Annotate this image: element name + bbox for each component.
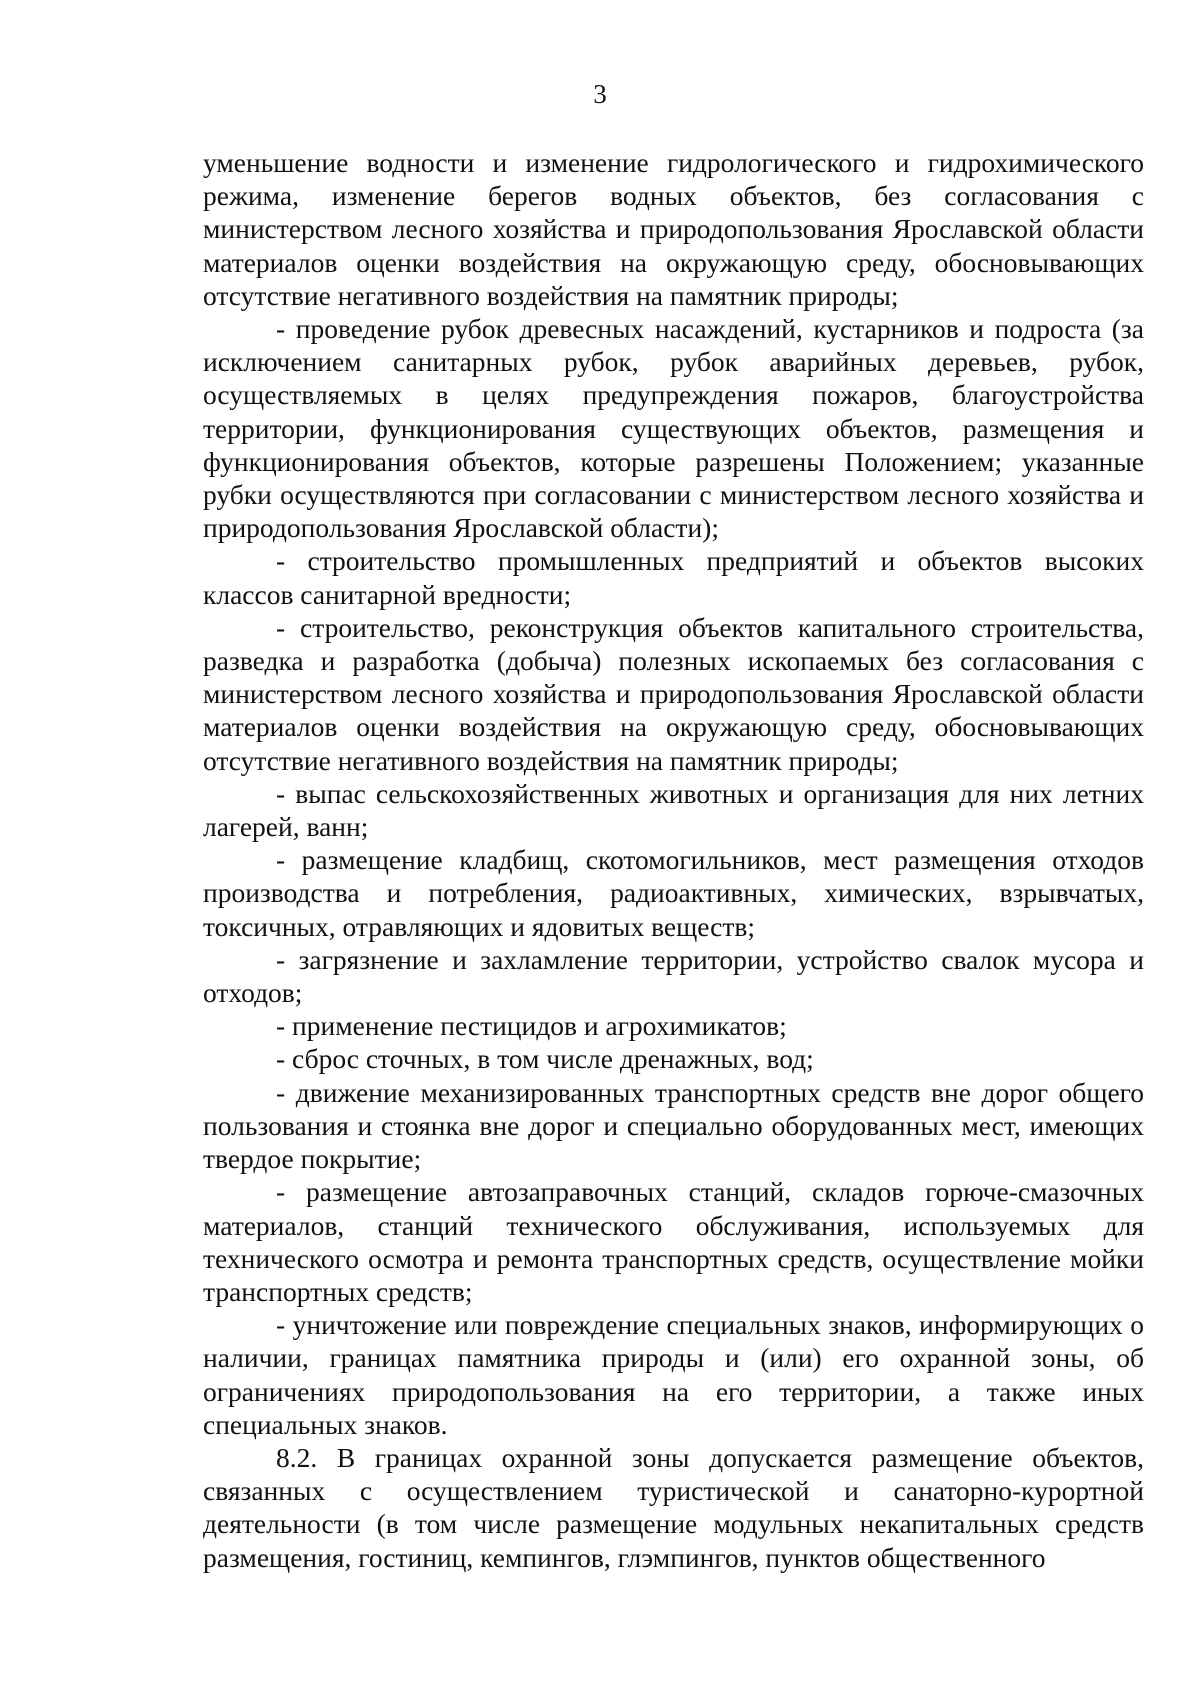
paragraph-cemeteries-waste: - размещение кладбищ, скотомогильников, мест размещения отходов производства и потребления, радиоактивных, химических, взрывчатых, токсичных, отравляющих и ядовитых веществ; (203, 844, 1144, 942)
paragraph-wastewater: - сброс сточных, в том числе дренажных, вод; (276, 1043, 814, 1075)
page-number: 3 (593, 79, 607, 109)
paragraph-industrial-construction: - строительство промышленных предприятий и объектов высоких классов санитарной вредности; (203, 545, 1144, 610)
paragraph-vehicle-movement: - движение механизированных транспортных средств вне дорог общего пользования и стоянка вне дорог и специально оборудованных мест, имеющих твердое покрытие; (203, 1076, 1144, 1175)
paragraph-pesticides: - применение пестицидов и агрохимикатов; (276, 1010, 787, 1042)
paragraph-continuation-water-regime: уменьшение водности и изменение гидрологического и гидрохимического режима, изменение берегов водных объектов, без согласования с министерством лесного хозяйства и природопользования Ярославской области материалов оценки воздействия на окружающую среду, обосновывающих отсутствие негативного воздействия на памятник природы; (203, 147, 1144, 311)
paragraph-section-8-2: 8.2. В границах охранной зоны допускается размещение объектов, связанных с осуществлением туристической и санаторно-курортной деятельности (в том числе размещение модульных некапитальных средств размещения, гостиниц, кемпингов, глэмпингов, пунктов общественного (203, 1441, 1144, 1573)
paragraph-capital-construction: - строительство, реконструкция объектов капитального строительства, разведка и разработка (добыча) полезных ископаемых без согласования с министерством лесного хозяйства и природопользования Ярославской области материалов оценки воздействия на окружающую среду, обосновывающих отсутствие негативного воздействия на памятник природы; (203, 611, 1144, 776)
paragraph-livestock-grazing: - выпас сельскохозяйственных животных и организация для них летних лагерей, ванн; (203, 777, 1144, 843)
paragraph-fuel-stations: - размещение автозаправочных станций, складов горюче-смазочных материалов, станций технического обслуживания, используемых для технического осмотра и ремонта транспортных средств, осуществление мойки транспортных средств; (203, 1176, 1144, 1307)
paragraph-special-signs: - уничтожение или повреждение специальных знаков, информирующих о наличии, границах памятника природы и (или) его охранной зоны, об ограничениях природопользования на его территории, а также иных специальных знаков. (203, 1309, 1144, 1440)
document-body (203, 146, 1144, 1574)
paragraph-logging: - проведение рубок древесных насаждений, кустарников и подроста (за исключением санитарных рубок, рубок аварийных деревьев, рубок, осуществляемых в целях предупреждения пожаров, благоустройства территории, функционирования существующих объектов, размещения и функционирования объектов, которые разрешены Положением; указанные рубки осуществляются при согласовании с министерством лесного хозяйства и природопользования Ярославской области); (203, 313, 1144, 544)
paragraph-pollution-dumps: - загрязнение и захламление территории, устройство свалок мусора и отходов; (203, 943, 1144, 1009)
